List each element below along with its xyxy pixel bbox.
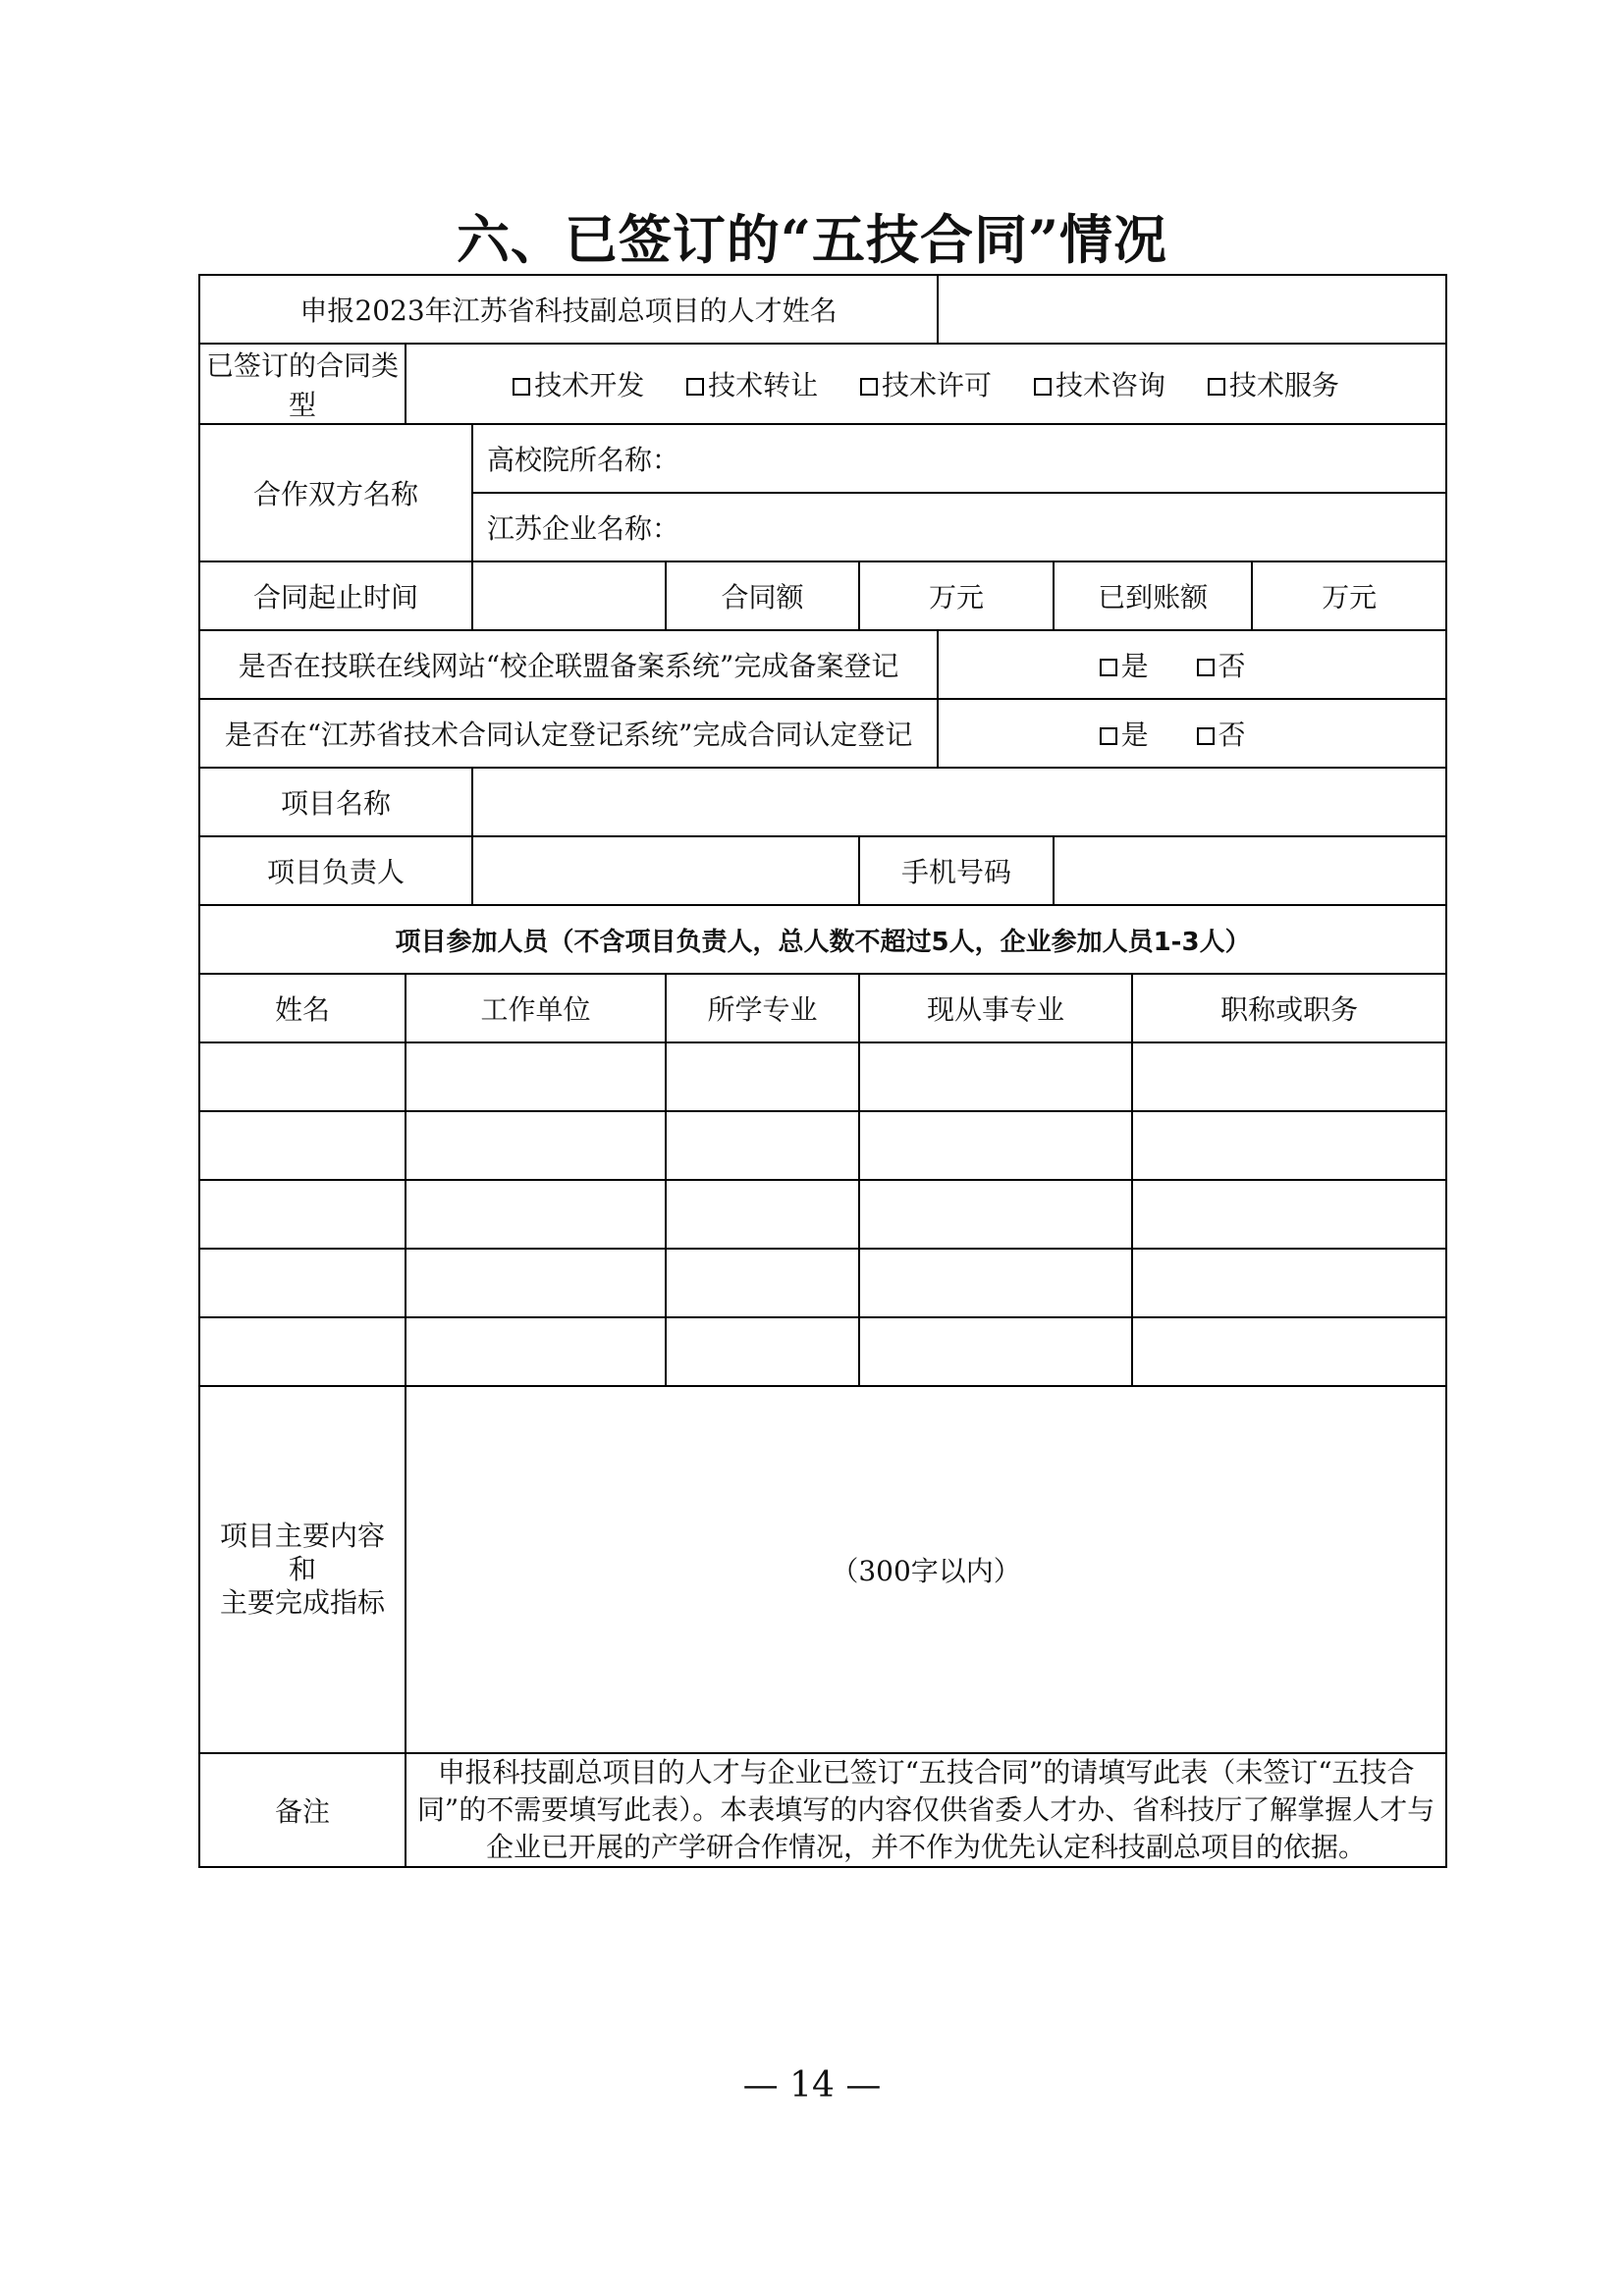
participant-current-field-cell[interactable] — [859, 1317, 1132, 1386]
participants-heading: 项目参加人员（不含项目负责人，总人数不超过5人，企业参加人员1-3人） — [199, 905, 1446, 974]
contract-type-option-transfer[interactable]: 技术转让 — [686, 364, 818, 403]
table-row — [199, 1180, 1446, 1249]
phone-label: 手机号码 — [859, 836, 1054, 905]
participant-name-cell[interactable] — [199, 1111, 406, 1180]
leader-row — [199, 836, 1446, 905]
checkbox-icon[interactable] — [1197, 659, 1215, 676]
leader-field[interactable] — [472, 836, 859, 905]
registration-q1-no[interactable]: 否 — [1197, 645, 1246, 684]
remarks-label: 备注 — [199, 1753, 406, 1867]
amount-field[interactable]: 万元 — [859, 561, 1054, 630]
applicant-row — [199, 275, 1446, 344]
participant-current-field-cell[interactable] — [859, 1249, 1132, 1317]
participant-major-cell[interactable] — [666, 1180, 859, 1249]
company-name-field[interactable]: 江苏企业名称： — [472, 493, 1446, 561]
content-label: 项目主要内容 和 主要完成指标 — [199, 1386, 406, 1753]
applicant-name-field[interactable] — [938, 275, 1446, 344]
period-label: 合同起止时间 — [199, 561, 472, 630]
participant-employer-cell[interactable] — [406, 1111, 666, 1180]
participant-major-cell[interactable] — [666, 1042, 859, 1111]
received-label: 已到账额 — [1054, 561, 1252, 630]
checkbox-icon[interactable] — [1197, 727, 1215, 745]
registration-q2-question: 是否在“江苏省技术合同认定登记系统”完成合同认定登记 — [199, 699, 938, 768]
participant-current-field-cell[interactable] — [859, 1111, 1132, 1180]
participant-major-cell[interactable] — [666, 1111, 859, 1180]
column-header-major: 所学专业 — [666, 974, 859, 1042]
participant-title-cell[interactable] — [1132, 1249, 1446, 1317]
contract-type-option-license[interactable]: 技术许可 — [860, 364, 992, 403]
participant-current-field-cell[interactable] — [859, 1180, 1132, 1249]
participants-heading-row — [199, 905, 1446, 974]
column-header-current-field: 现从事专业 — [859, 974, 1132, 1042]
project-name-row — [199, 768, 1446, 836]
content-row — [199, 1386, 1446, 1753]
registration-q1-question: 是否在技联在线网站“校企联盟备案系统”完成备案登记 — [199, 630, 938, 699]
checkbox-icon[interactable] — [1208, 378, 1225, 396]
period-amount-row — [199, 561, 1446, 630]
checkbox-icon[interactable] — [1034, 378, 1052, 396]
checkbox-icon[interactable] — [686, 378, 704, 396]
remarks-row — [199, 1753, 1446, 1867]
participant-title-cell[interactable] — [1132, 1042, 1446, 1111]
table-row — [199, 1249, 1446, 1317]
period-field[interactable] — [472, 561, 666, 630]
participant-employer-cell[interactable] — [406, 1249, 666, 1317]
parties-label: 合作双方名称 — [199, 424, 472, 561]
contract-form-table — [198, 274, 1447, 1868]
checkbox-icon[interactable] — [513, 378, 530, 396]
leader-label: 项目负责人 — [199, 836, 472, 905]
table-row — [199, 1317, 1446, 1386]
participant-name-cell[interactable] — [199, 1180, 406, 1249]
participant-name-cell[interactable] — [199, 1042, 406, 1111]
participant-title-cell[interactable] — [1132, 1317, 1446, 1386]
applicant-label: 申报2023年江苏省科技副总项目的人才姓名 — [199, 275, 938, 344]
contract-type-option-dev[interactable]: 技术开发 — [513, 364, 644, 403]
column-header-title: 职称或职务 — [1132, 974, 1446, 1042]
remarks-text: 申报科技副总项目的人才与企业已签订“五技合同”的请填写此表（未签订“五技合同”的不需要填写此表）。本表填写的内容仅供省委人才办、省科技厅了解掌握人才与企业已开展的产学研合作情况，并不作为优先认定科技副总项目的依据。 — [406, 1753, 1446, 1867]
registration-q2-answer — [938, 699, 1446, 768]
checkbox-icon[interactable] — [860, 378, 878, 396]
contract-type-options — [406, 344, 1446, 424]
amount-label: 合同额 — [666, 561, 859, 630]
project-name-field[interactable] — [472, 768, 1446, 836]
project-name-label: 项目名称 — [199, 768, 472, 836]
participant-major-cell[interactable] — [666, 1317, 859, 1386]
registration-q1-answer — [938, 630, 1446, 699]
registration-q2-yes[interactable]: 是 — [1100, 714, 1149, 753]
participant-current-field-cell[interactable] — [859, 1042, 1132, 1111]
participant-employer-cell[interactable] — [406, 1317, 666, 1386]
column-header-employer: 工作单位 — [406, 974, 666, 1042]
table-row — [199, 1042, 1446, 1111]
participant-major-cell[interactable] — [666, 1249, 859, 1317]
participant-name-cell[interactable] — [199, 1317, 406, 1386]
university-name-field[interactable]: 高校院所名称： — [472, 424, 1446, 493]
checkbox-icon[interactable] — [1100, 659, 1117, 676]
registration-q2-row — [199, 699, 1446, 768]
phone-field[interactable] — [1054, 836, 1446, 905]
registration-q1-row — [199, 630, 1446, 699]
participants-header-row — [199, 974, 1446, 1042]
page-number: — 14 — — [742, 2065, 882, 2106]
contract-type-option-service[interactable]: 技术服务 — [1208, 364, 1339, 403]
checkbox-icon[interactable] — [1100, 727, 1117, 745]
contract-type-row — [199, 344, 1446, 424]
parties-row-university — [199, 424, 1446, 493]
participant-title-cell[interactable] — [1132, 1111, 1446, 1180]
participant-employer-cell[interactable] — [406, 1180, 666, 1249]
registration-q1-yes[interactable]: 是 — [1100, 645, 1149, 684]
page-title: 六、已签订的“五技合同”情况 — [456, 208, 1168, 271]
participant-title-cell[interactable] — [1132, 1180, 1446, 1249]
participant-employer-cell[interactable] — [406, 1042, 666, 1111]
column-header-name: 姓名 — [199, 974, 406, 1042]
participant-name-cell[interactable] — [199, 1249, 406, 1317]
contract-type-option-consult[interactable]: 技术咨询 — [1034, 364, 1165, 403]
contract-type-label: 已签订的合同类型 — [199, 344, 406, 424]
registration-q2-no[interactable]: 否 — [1197, 714, 1246, 753]
content-field[interactable]: （300字以内） — [406, 1386, 1446, 1753]
table-row — [199, 1111, 1446, 1180]
received-field[interactable]: 万元 — [1252, 561, 1446, 630]
